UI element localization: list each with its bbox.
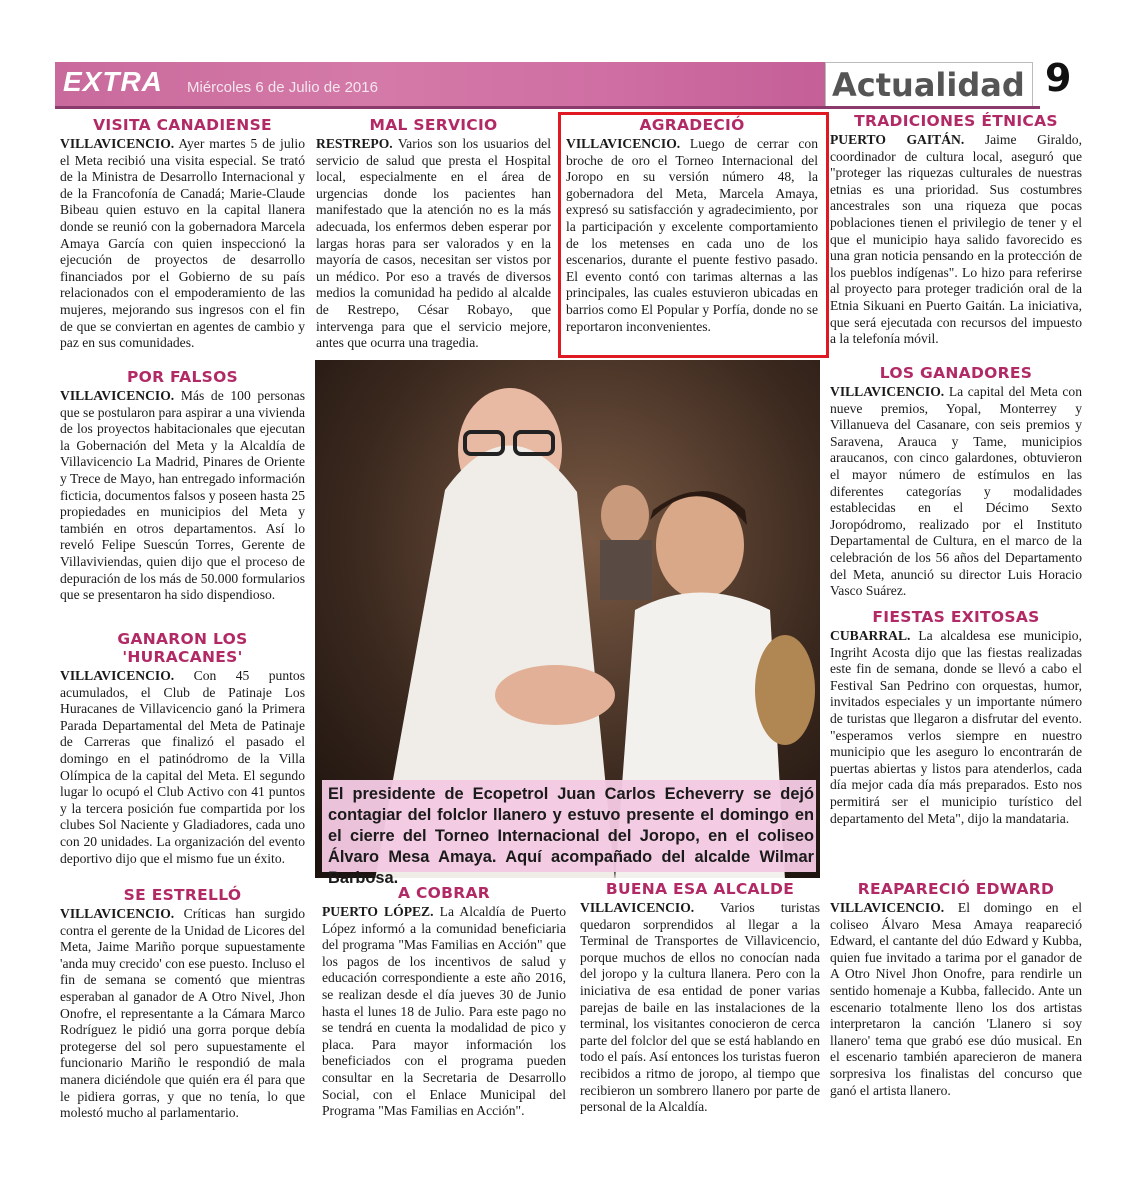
- article-visita: [60, 116, 305, 352]
- article-tradiciones: [830, 112, 1082, 348]
- article-body: [322, 904, 566, 1120]
- article-text: Jaime Giraldo, coordinador de cultura local, aseguró que "proteger las riquezas culturales de nuestras etnias es una prioridad. Sus costumbres ancestrales son una riqueza que pocas poblaciones tienen el privilegio de tener y el que el municipio haya salido favorecido es una gran noticia pensando en la protección de los pueblos indígenas". Lo hizo para referirse al proyecto para proteger tradición oral de la Etnia Sikuani en Puerto Gaitán. La iniciativa, que será ejecutada con recursos del impuesto a la telefonía móvil.: [830, 132, 1082, 347]
- article-text: La alcaldesa ese municipio, Ingriht Acosta dijo que las fiestas realizadas este fin de semana, donde se llevó a cabo el Festival San Pedrino con orquestas, humor, invitados especiales y un importante número de turistas que llegaron a disfrutar del evento. "esperamos verlos siempre en nuestro municipio que les aseguro lo encontrarán de puertas abiertas y listos para atenderlos, cada día mejor cada día más preparados. Esto nos permitirá ser el municipio turístico del departamento del Meta", dijo la mandataria.: [830, 628, 1082, 826]
- section-title: Actualidad: [825, 62, 1033, 107]
- headline: POR FALSOS: [126, 368, 239, 386]
- article-text: Críticas han surgido contra el gerente de la Unidad de Licores del Meta, Jaime Mariño porque supuestamente 'anda muy crecido' con ese puesto. Incluso el fin de semana se comentó que mientras esperaban al ganador de A Otro Nivel, Jhon Onofre, el representante a la Cámara Marco Rodríguez le pidió una gorra porque debía protegerse del sol pero supuestamente el funcionario Mariño le respondió de mala manera diciéndole que quién era él para que le pidiera gorras, y que no tenía, lo que molestó mucho al parlamentario.: [60, 906, 305, 1121]
- dateline: VILLAVICENCIO.: [830, 384, 945, 399]
- article-ganadores: [830, 364, 1082, 600]
- article-body: [566, 136, 818, 335]
- article-text: Con 45 puntos acumulados, el Club de Patinaje Los Huracanes de Villavicencio ganó la Primera Parada Departamental del Meta de Patinaje de Carreras que finalizó el pasado el domingo en el patinódromo de la Villa Olímpica de la capital del Meta. El segundo lugar lo ocupó el Club Activo con 41 puntos y la tercera posición fue compartida por los clubes Sol Naciente y Gladiadores, cada uno con 20 unidades. La organización del evento deportivo dijo que el mismo fue un éxito.: [60, 668, 305, 866]
- headline: BUENA ESA ALCALDE: [605, 880, 795, 898]
- header-band: [55, 62, 835, 106]
- page-number: 9: [1045, 56, 1072, 100]
- headline: AGRADECIÓ: [639, 116, 745, 134]
- dateline: VILLAVICENCIO.: [60, 906, 175, 921]
- article-text: Varios turistas quedaron sorprendidos al llegar a la Terminal de Transportes de Villavicencio, porque muchos de ellos no conocían nada del joropo y la cultura llanera. Pero con la iniciativa de esa entidad de poner varias parejas de baile en las instalaciones de la terminal, los visitantes conocieron de cerca parte del folclor del que se está hablando en todo el país. Así entonces los turistas fueron recibidos a ritmo de joropo, al tiempo que recibieron un sombrero llanero por parte de personal de la Alcaldía.: [580, 900, 820, 1115]
- page-header: [55, 56, 1095, 112]
- headline: FIESTAS EXITOSAS: [872, 608, 1040, 626]
- article-cobrar: [322, 884, 566, 1120]
- article-text: Ayer martes 5 de julio el Meta recibió una visita especial. Se trató de la Ministra de Desarrollo Internacional y de la Francofonía de Canadá; Marie-Claude Bibeau quien estuvo en la capital llanera donde se reunió con la gobernadora Marcela Amaya García con quien inspeccionó la ejecución de proyectos de desarrollo financiados por el Gobierno de su país relacionados con el empoderamiento de las mujeres, mejorando sus ingresos con el fin de que se conviertan en agentes de cambio y paz en sus comunidades.: [60, 136, 305, 351]
- article-fiestas: [830, 608, 1082, 827]
- headline: A COBRAR: [397, 884, 491, 902]
- header-rule: [55, 106, 1040, 109]
- dateline: VILLAVICENCIO.: [60, 388, 175, 403]
- dateline: RESTREPO.: [316, 136, 393, 151]
- article-agradecio: [566, 116, 818, 335]
- article-body: [60, 388, 305, 604]
- headline: GANARON LOS 'HURACANES': [117, 630, 248, 666]
- photo-caption: El presidente de Ecopetrol Juan Carlos Echeverry se dejó contagiar del folclor llanero y estuvo presente el domingo en el cierre del Torneo Internacional del Joropo, en el coliseo Álvaro Mesa Amaya. Aquí acompañado del alcalde Wilmar Barbosa.: [328, 785, 814, 887]
- article-edward: [830, 880, 1082, 1099]
- dateline: VILLAVICENCIO.: [830, 900, 945, 915]
- dateline: CUBARRAL.: [830, 628, 911, 643]
- article-mal-servicio: [316, 116, 551, 352]
- article-body: [60, 668, 305, 867]
- dateline: PUERTO GAITÁN.: [830, 132, 965, 147]
- dateline: PUERTO LÓPEZ.: [322, 904, 434, 919]
- article-body: [316, 136, 551, 352]
- headline: VISITA CANADIENSE: [93, 116, 272, 134]
- dateline: VILLAVICENCIO.: [60, 136, 175, 151]
- article-text: El domingo en el coliseo Álvaro Mesa Amaya reapareció Edward, el cantante del dúo Edward y Kubba, quien fue invitado a tarima por el ganador de A Otro Nivel Jhon Onofre, para rendirle un sentido homenaje a Kubba, fallecido. Ante un escenario totalmente lleno los dos artistas interpretaron la canción 'Llanero si soy llanero' tema que grabó ese dúo musical. En el escenario también aparecieron de manera sorpresiva los finalistas del concurso que ganó el artista llanero.: [830, 900, 1082, 1098]
- headline: TRADICIONES ÉTNICAS: [854, 112, 1058, 130]
- article-alcalde: [580, 880, 820, 1116]
- dateline: VILLAVICENCIO.: [566, 136, 681, 151]
- dateline: VILLAVICENCIO.: [580, 900, 695, 915]
- dateline: VILLAVICENCIO.: [60, 668, 175, 683]
- newspaper-logo: EXTRA: [63, 66, 163, 97]
- headline: SE ESTRELLÓ: [123, 886, 242, 904]
- article-text: Luego de cerrar con broche de oro el Torneo Internacional del Joropo en su versión número 48, la gobernadora del Meta, Marcela Amaya, expresó su satisfacción y agradecimiento, por la participación y excelente comportamiento de los metenses en cada uno de los escenarios, durante el puente festivo pasado. El evento contó con tarimas alternas a las principales, las cuales estuvieron ubicadas en barrios como El Popular y Porfía, donde no se reportaron inconvenientes.: [566, 136, 818, 334]
- article-body: [60, 906, 305, 1122]
- article-text: La Alcaldía de Puerto López informó a la comunidad beneficiaria del programa "Mas Familias en Acción" que los pagos de los incentivos de salud y educación correspondiente a este año 2016, se realizan desde el día jueves 30 de Junio hasta el lunes 18 de Julio. Para este pago no se tendrá en cuenta la modalidad de pico y placa. Para mayor información los beneficiados con el programa pueden consultar en la Secretaria de Desarrollo Social, con el Enlace Municipal del Programa "Mas Familias en Acción".: [322, 904, 566, 1119]
- article-text: La capital del Meta con nueve premios, Yopal, Monterrey y Villanueva del Casanare, con seis premios y Saravena, Arauca y Tame, municipios araucanos, con cinco galardones, obtuvieron el mayor número de estímulos en las diferentes categorías y modalidades establecidas en el Décimo Sexto Joropódromo, realizado por el Instituto Departamental de Cultura, en el marco de la celebración de los 56 años del Departamento del Meta, anunció su director Luis Horacio Vasco Suárez.: [830, 384, 1082, 599]
- headline: LOS GANADORES: [879, 364, 1033, 382]
- article-text: Varios son los usuarios del servicio de salud que presta el Hospital local, especialmente en el área de urgencias donde los pacientes han manifestado que la atención no es la más adecuada, los enfermos deben esperar por largas horas para ser valorados y en la mayoría de casos, necesitan ser vistos por un médico. Por eso a través de diversos medios la comunidad ha pedido al alcalde de Restrepo, César Robayo, que intervenga para que el servicio mejore, antes que ocurra una tragedia.: [316, 136, 551, 351]
- article-body: [830, 900, 1082, 1099]
- article-body: [830, 384, 1082, 600]
- article-body: [830, 628, 1082, 827]
- headline: REAPARECIÓ EDWARD: [857, 880, 1055, 898]
- article-body: [830, 132, 1082, 348]
- article-huracanes: [60, 630, 305, 867]
- article-estrello: [60, 886, 305, 1122]
- article-body: [580, 900, 820, 1116]
- article-body: [60, 136, 305, 352]
- article-text: Más de 100 personas que se postularon para aspirar a una vivienda de los proyectos habitacionales que ejecutan la Gobernación del Meta y la Alcaldía de Villavicencio La Madrid, Pinares de Oriente y Trece de Mayo, han entregado información ficticia, documentos falsos y poseen hasta 25 propiedades en municipios del Meta y también en otros departamentos. Así lo reveló Felipe Suescún Torres, Gerente de Villaviviendas, quien dijo que el proceso de depuración de los más de 50.000 formularios que se presentaron ha sido dispendioso.: [60, 388, 306, 603]
- headline: MAL SERVICIO: [369, 116, 498, 134]
- article-falsos: [60, 368, 305, 604]
- issue-date: Miércoles 6 de Julio de 2016: [187, 79, 378, 96]
